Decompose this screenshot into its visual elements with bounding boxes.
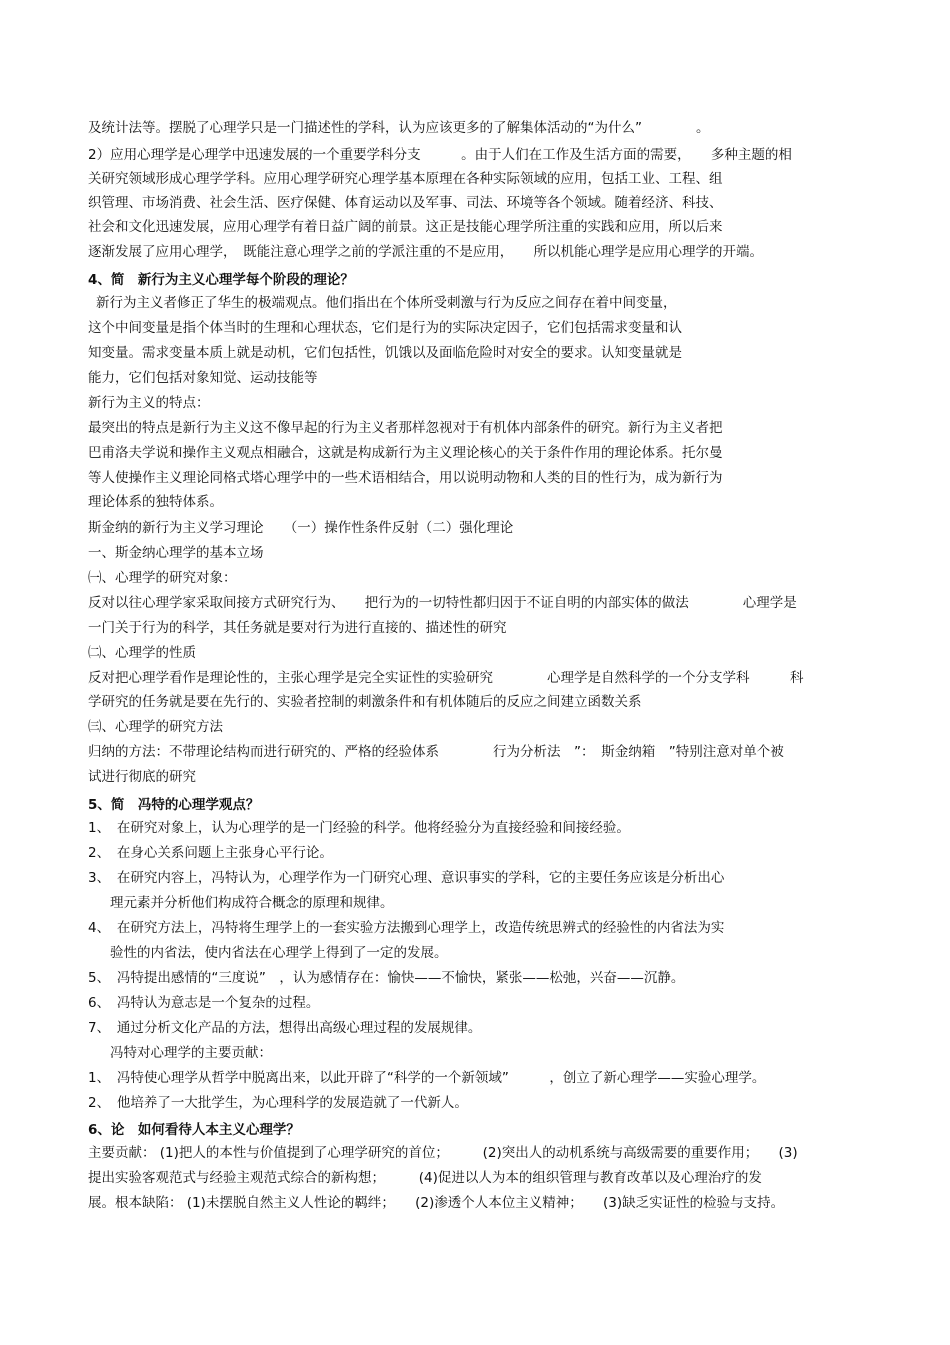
list-item-continuation: 理元素并分析他们构成符合概念的原理和规律。: [110, 895, 394, 911]
text-line: 逐渐发展了应用心理学， 既能注意心理学之前的学派注重的不是应用， 所以机能心理学是应用心理学的开端。: [88, 244, 763, 260]
text-line: 新行为主义的特点：: [88, 395, 210, 411]
list-item: 2、 他培养了一大批学生，为心理科学的发展造就了一代新人。: [88, 1095, 468, 1111]
text-line: 社会和文化迅速发展，应用心理学有着日益广阔的前景。这正是技能心理学所注重的实践和应用，所以后来: [88, 219, 723, 235]
text-line: 能力，它们包括对象知觉、运动技能等: [88, 370, 318, 386]
text-line: 一、斯金纳心理学的基本立场: [88, 545, 264, 561]
text-line: 主要贡献： (1)把人的本性与价值提到了心理学研究的首位； (2)突出人的动机系统与高级需要的重要作用； (3): [88, 1145, 798, 1161]
text-line: 最突出的特点是新行为主义这不像早起的行为主义者那样忽视对于有机体内部条件的研究。新行为主义者把: [88, 420, 723, 436]
list-item: 5、 冯特提出感情的“三度说” ，认为感情存在：愉快——不愉快，紧张——松弛，兴奋——沉静。: [88, 970, 685, 986]
list-item: 4、 在研究方法上，冯特将生理学上的一套实验方法搬到心理学上，改造传统思辨式的经验性的内省法为实: [88, 920, 725, 936]
list-item: 2、 在身心关系问题上主张身心平行论。: [88, 845, 333, 861]
text-line: 提出实验客观范式与经验主观范式综合的新构想； (4)促进以人为本的组织管理与教育改革以及心理治疗的发: [88, 1170, 762, 1186]
section-heading: 5、简 冯特的心理学观点？: [88, 797, 260, 813]
text-line: 反对以往心理学家采取间接方式研究行为、 把行为的一切特性都归因于不证自明的内部实体的做法 心理学是: [88, 595, 797, 611]
text-line: 斯金纳的新行为主义学习理论 （一）操作性条件反射（二）强化理论: [88, 520, 514, 536]
text-line: 学研究的任务就是要在先行的、实验者控制的刺激条件和有机体随后的反应之间建立函数关系: [88, 694, 642, 710]
text-line: 巴甫洛夫学说和操作主义观点相融合，这就是构成新行为主义理论核心的关于条件作用的理论体系。托尔曼: [88, 445, 723, 461]
section-heading: 4、简 新行为主义心理学每个阶段的理论？: [88, 272, 354, 288]
list-item: 1、 冯特使心理学从哲学中脱离出来，以此开辟了“科学的一个新领域” ，创立了新心理学——实验心理学。: [88, 1070, 766, 1086]
text-line: 关研究领域形成心理学学科。应用心理学研究心理学基本原理在各种实际领域的应用，包括工业、工程、组: [88, 171, 723, 187]
text-line: 这个中间变量是指个体当时的生理和心理状态，它们是行为的实际决定因子，它们包括需求变量和认: [88, 320, 682, 336]
list-item: 7、 通过分析文化产品的方法，想得出高级心理过程的发展规律。: [88, 1020, 482, 1036]
list-item: 3、 在研究内容上，冯特认为，心理学作为一门研究心理、意识事实的学科，它的主要任务应该是分析出心: [88, 870, 725, 886]
text-line: 理论体系的独特体系。: [88, 494, 223, 510]
text-line: 一门关于行为的科学，其任务就是要对行为进行直接的、描述性的研究: [88, 620, 507, 636]
section-heading: 6、论 如何看待人本主义心理学？: [88, 1122, 300, 1138]
text-line: ㈡、心理学的性质: [88, 645, 196, 661]
text-line: 2）应用心理学是心理学中迅速发展的一个重要学科分支 。由于人们在工作及生活方面的需要， 多种主题的相: [88, 147, 792, 163]
text-line: 反对把心理学看作是理论性的，主张心理学是完全实证性的实验研究 心理学是自然科学的一个分支学科 科: [88, 670, 804, 686]
list-item: 6、 冯特认为意志是一个复杂的过程。: [88, 995, 320, 1011]
text-line: 知变量。需求变量本质上就是动机，它们包括性，饥饿以及面临危险时对安全的要求。认知变量就是: [88, 345, 682, 361]
text-line: 及统计法等。摆脱了心理学只是一门描述性的学科，认为应该更多的了解集体活动的“为什么” 。: [88, 120, 710, 136]
subheading: 冯特对心理学的主要贡献：: [110, 1045, 272, 1061]
text-line: ㈠、心理学的研究对象：: [88, 570, 237, 586]
text-line: 新行为主义者修正了华生的极端观点。他们指出在个体所受刺激与行为反应之间存在着中间变量，: [96, 295, 677, 311]
text-line: 试进行彻底的研究: [88, 769, 196, 785]
text-line: 归纳的方法：不带理论结构而进行研究的、严格的经验体系 行为分析法 ”： 斯金纳箱 ”特别注意对单个被: [88, 744, 784, 760]
text-line: 展。根本缺陷： (1)未摆脱自然主义人性论的羁绊； (2)渗透个人本位主义精神； (3)缺乏实证性的检验与支持。: [88, 1195, 785, 1211]
list-item-continuation: 验性的内省法，使内省法在心理学上得到了一定的发展。: [110, 945, 448, 961]
text-line: 等人使操作主义理论同格式塔心理学中的一些术语相结合，用以说明动物和人类的目的性行为，成为新行为: [88, 470, 723, 486]
list-item: 1、 在研究对象上，认为心理学的是一门经验的科学。他将经验分为直接经验和间接经验。: [88, 820, 630, 836]
text-line: ㈢、心理学的研究方法: [88, 719, 223, 735]
text-line: 织管理、市场消费、社会生活、医疗保健、体育运动以及军事、司法、环境等各个领域。随着经济、科技、: [88, 195, 723, 211]
